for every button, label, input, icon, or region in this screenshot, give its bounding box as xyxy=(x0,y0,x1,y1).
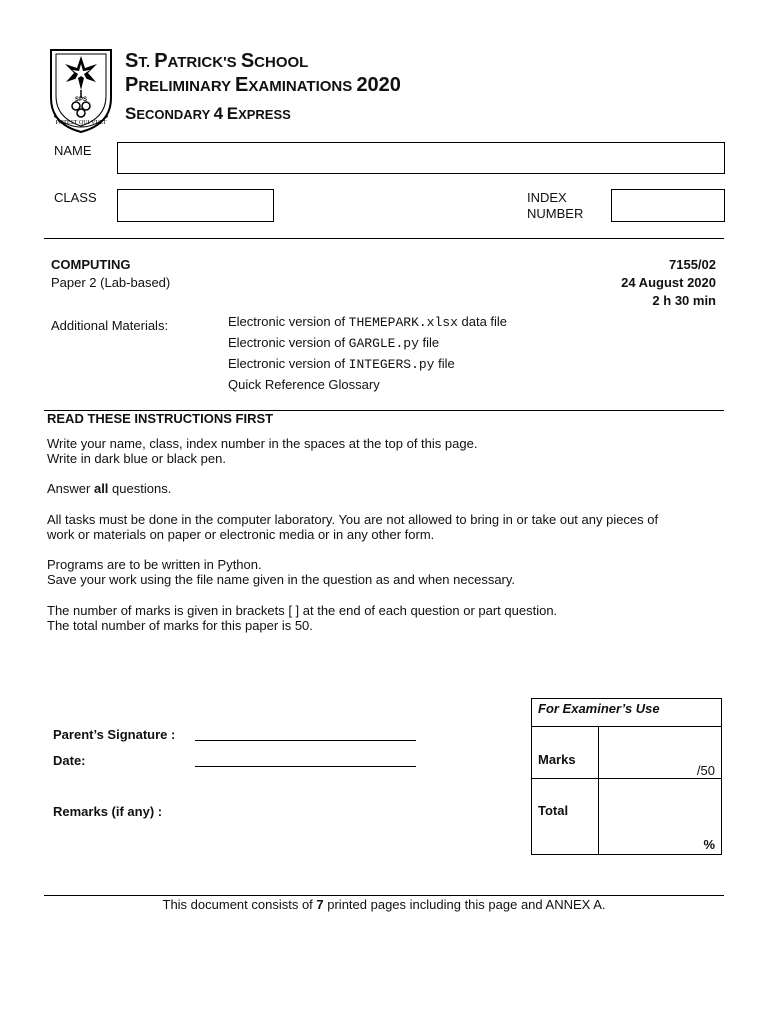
parent-signature-line[interactable] xyxy=(195,740,416,741)
name-field[interactable] xyxy=(117,142,725,174)
paper-title: Paper 2 (Lab-based) xyxy=(51,275,171,290)
name-label: NAME xyxy=(54,143,92,158)
marks-label: Marks xyxy=(532,727,599,779)
instructions-body: Write your name, class, index number in the spaces at the top of this page. Write in dark blue or black pen. Answer all questions. All tasks must be done in the computer laboratory. You are not allowed to bring in or take out any pieces of work or materials on paper or electronic media or in any other form. Programs are to be written in Python. Save your work using the file name given in the question as and when necessary. The number of marks is given in brackets [ ] at the end of each question or part question. The total number of marks for this paper is 50. xyxy=(47,436,659,633)
divider xyxy=(44,895,724,896)
marks-cell: /50 xyxy=(599,727,722,779)
paper-code: 7155/02 xyxy=(669,257,716,272)
instructions-heading: READ THESE INSTRUCTIONS FIRST xyxy=(47,411,274,426)
examiner-table xyxy=(531,698,722,855)
materials-item: Electronic version of THEMEPARK.xlsx data file xyxy=(228,314,508,330)
exam-title: PRELIMINARY EXAMINATIONS 2020 xyxy=(125,74,401,96)
date-label: Date: xyxy=(53,753,86,768)
svg-text:POTEST QUI VULT: POTEST QUI VULT xyxy=(55,120,107,126)
materials-item: Electronic version of INTEGERS.py file xyxy=(228,356,455,372)
total-cell: % xyxy=(599,779,722,855)
materials-item: Quick Reference Glossary xyxy=(228,377,380,392)
class-label: CLASS xyxy=(54,190,97,205)
paper-date: 24 August 2020 xyxy=(621,275,716,290)
footer-note: This document consists of 7 printed pages including this page and ANNEX A. xyxy=(162,897,606,912)
subject-title: COMPUTING xyxy=(51,257,131,272)
total-label: Total xyxy=(532,779,599,855)
date-line[interactable] xyxy=(195,766,416,767)
divider xyxy=(44,238,724,239)
examiner-heading: For Examiner’s Use xyxy=(532,699,722,727)
school-crest-logo xyxy=(46,46,116,134)
index-label: INDEX NUMBER xyxy=(527,190,584,221)
paper-duration: 2 h 30 min xyxy=(652,293,716,308)
class-field[interactable] xyxy=(117,189,274,222)
materials-item: Electronic version of GARGLE.py file xyxy=(228,335,440,351)
index-number-field[interactable] xyxy=(611,189,725,222)
school-name: ST. PATRICK'S SCHOOL xyxy=(125,50,309,72)
level-title: SECONDARY 4 EXPRESS xyxy=(125,104,291,123)
remarks-label: Remarks (if any) : xyxy=(53,804,163,819)
materials-list xyxy=(228,312,507,395)
materials-label: Additional Materials: xyxy=(51,318,169,333)
parent-signature-label: Parent’s Signature : xyxy=(53,727,176,742)
svg-text:SPS: SPS xyxy=(74,97,88,103)
